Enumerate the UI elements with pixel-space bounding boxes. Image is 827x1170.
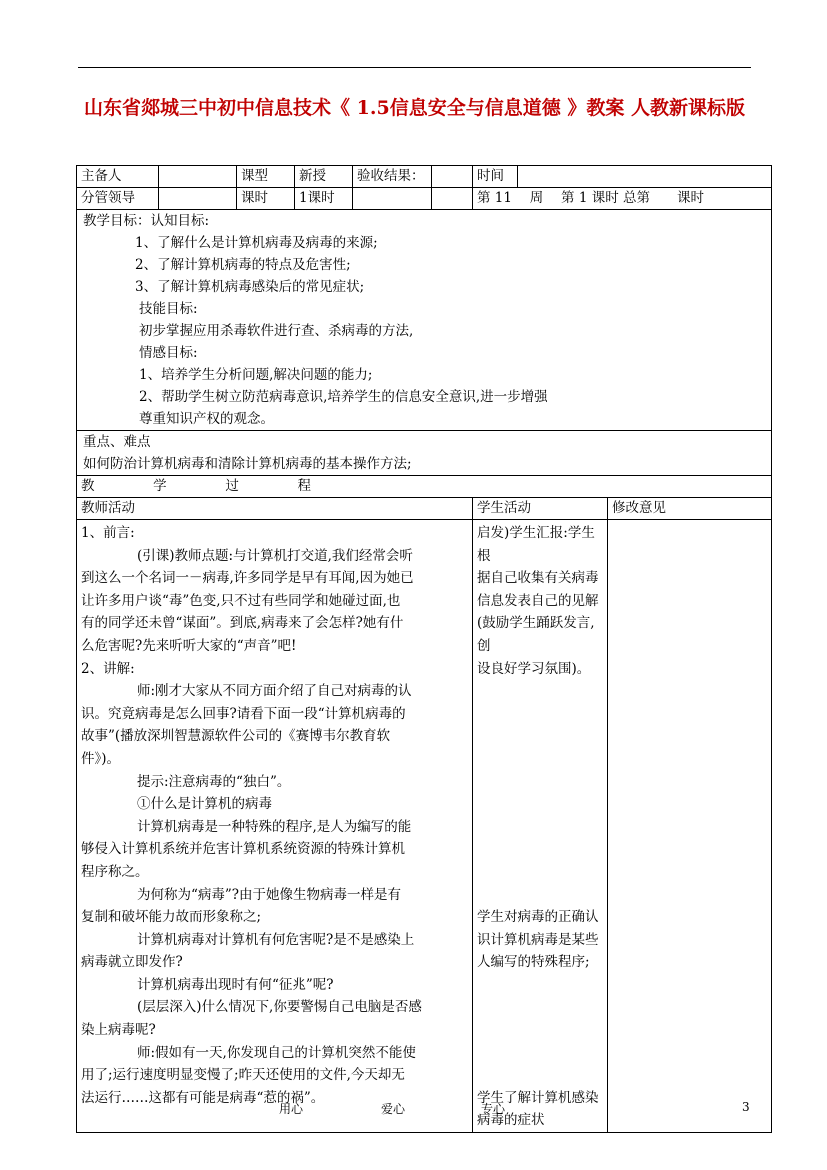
student-activity-heading: 学生活动 [473,498,608,520]
label-supervisor: 分管领导 [77,188,159,210]
label-class-hours: 课时 [237,188,295,210]
header-row-2 [77,188,772,210]
columns-heading-row [77,498,772,520]
student-line: 启发)学生汇报:学生根 [477,525,595,564]
teacher-line: 有的同学还未曾“谋面”。到底,病毒来了会怎样?她有什 [81,615,404,632]
process-heading-char: 学 [153,478,167,494]
student-line: 学生对病毒的正确认 [477,909,599,926]
student-line [477,793,603,816]
label-acceptance: 验收结果： [353,166,432,188]
student-line [477,748,603,771]
process-heading-char: 教 [81,478,95,494]
student-line [477,861,603,884]
teacher-line: 么危害呢?先来听听大家的“声音”吧! [81,637,297,654]
student-line: 信息发表自己的见解 [477,592,599,609]
student-line [477,838,603,861]
value-class-hours: 1课时 [295,188,353,210]
teacher-line: 染上病毒呢? [81,1022,156,1039]
objective-item: 1、培养学生分析问题,解决问题的能力; [139,367,373,383]
teacher-activity-heading: 教师活动 [77,498,473,520]
revise-heading: 修改意见 [608,498,772,520]
student-line [477,1019,603,1042]
label-preparer: 主备人 [77,166,159,188]
objective-item: 技能目标: [139,301,198,317]
student-line [477,884,603,907]
teacher-activity-content [77,520,473,1133]
page-number: 3 [742,1100,750,1114]
objective-item: 尊重知识产权的观念。 [139,411,274,427]
teacher-line: 故事”(播放深圳智慧源软件公司的《赛博韦尔教育软 [81,728,391,745]
student-line [477,725,603,748]
teacher-line: ①什么是计算机的病毒 [137,796,272,813]
student-line [477,771,603,794]
process-heading [77,476,772,498]
teacher-line: 提示:注意病毒的“独白”。 [137,773,291,790]
teacher-line: 复制和破坏能力故而形象称之; [81,909,262,926]
teacher-line: 为何称为“病毒”?由于她像生物病毒一样是有 [137,886,402,903]
lesson-plan-table [76,165,772,1133]
label-lesson-type: 课型 [237,166,295,188]
teacher-line: 1、前言: [81,525,135,541]
teacher-line: 病毒就立即发作? [81,954,183,971]
teacher-line: 计算机病毒对计算机有何危害呢?是不是感染上 [137,931,415,948]
process-heading-char: 过 [225,478,239,494]
teacher-line: 让许多用户谈“毒”色变,只不过有些同学和她碰过面,也 [81,592,401,609]
objective-item: 1、了解什么是计算机病毒及病毒的来源; [135,235,378,251]
process-heading-char: 程 [297,478,311,494]
student-line [477,816,603,839]
objective-item: 3、了解计算机病毒感染后的常见症状; [135,279,365,295]
student-line [477,1064,603,1087]
footer-mid: 爱心 [381,1102,406,1116]
process-heading-row [77,476,772,498]
header-rule [78,67,751,68]
teacher-line: 用了;运行速度明显变慢了;昨天还使用的文件,今天却无 [81,1067,405,1084]
teacher-line: (层层深入)什么情况下,你要警惕自己电脑是否感 [137,999,422,1016]
teacher-line: 识。究竟病毒是怎么回事?请看下面一段“计算机病毒的 [81,705,406,722]
blank-cell-1 [353,188,432,210]
header-row-1 [77,166,772,188]
value-lesson-type: 新授 [295,166,353,188]
footer-right: 专心 [481,1102,506,1116]
blank-cell-2 [432,188,473,210]
objective-item: 2、了解计算机病毒的特点及危害性; [135,257,351,273]
footer-left: 用心 [279,1102,304,1116]
label-time: 时间 [473,166,518,188]
objectives-cell [77,210,772,431]
student-line: 设良好学习氛围)。 [477,660,591,677]
teacher-line: (引课)教师点题:与计算机打交道,我们经常会听 [137,547,413,564]
student-line [477,703,603,726]
objective-item: 情感目标: [139,345,198,361]
student-line [477,974,603,997]
teacher-line: 法运行……这都有可能是病毒“惹的祸”。 [81,1089,325,1106]
student-line: 病毒的症状 [477,1112,545,1129]
student-line: (鼓励学生踊跃发言,创 [477,615,595,654]
student-line: 学生了解计算机感染 [477,1089,599,1106]
teacher-line: 计算机病毒出现时有何“征兆”呢? [137,976,334,993]
value-preparer [159,166,237,188]
teacher-line: 程序称之。 [81,863,149,880]
objective-item: 2、帮助学生树立防范病毒意识,培养学生的信息安全意识,进一步增强 [139,389,548,405]
key-points-heading: 重点、难点 [83,434,151,450]
teacher-line: 到这么一个名词一－病毒,许多同学是早有耳闻,因为她已 [81,570,414,587]
key-points-cell [77,431,772,476]
student-line [477,680,603,703]
week-period-info: 第 11 周 第 1 课时 总第 课时 [473,188,772,210]
process-content-row [77,520,772,1133]
student-line: 识计算机病毒是某些 [477,931,599,948]
student-line: 人编写的特殊程序; [477,954,590,971]
objectives-heading: 教学目标：认知目标: [83,213,210,229]
objectives-row [77,210,772,431]
objective-item: 初步掌握应用杀毒软件进行查、杀病毒的方法, [139,323,414,339]
value-supervisor [159,188,237,210]
key-points-text: 如何防治计算机病毒和清除计算机病毒的基本操作方法; [83,456,412,472]
teacher-line: 件》)。 [81,750,121,767]
teacher-line: 师:刚才大家从不同方面介绍了自己对病毒的认 [137,683,412,700]
key-points-row [77,431,772,476]
teacher-line: 师:假如有一天,你发现自己的计算机突然不能使 [137,1044,416,1061]
value-time [518,166,772,188]
document-title: 山东省郯城三中初中信息技术《 1.5信息安全与信息道德 》教案 人教新课标版 [84,97,745,119]
student-line [477,996,603,1019]
student-line [477,1042,603,1065]
teacher-line: 够侵入计算机系统并危害计算机系统资源的特殊计算机 [81,841,405,858]
teacher-line: 2、讲解: [81,660,135,677]
student-activity-content [473,520,608,1133]
value-acceptance [432,166,473,188]
revise-content [608,520,772,1133]
teacher-line: 计算机病毒是一种特殊的程序,是人为编写的能 [137,818,412,835]
student-line: 据自己收集有关病毒 [477,570,599,587]
